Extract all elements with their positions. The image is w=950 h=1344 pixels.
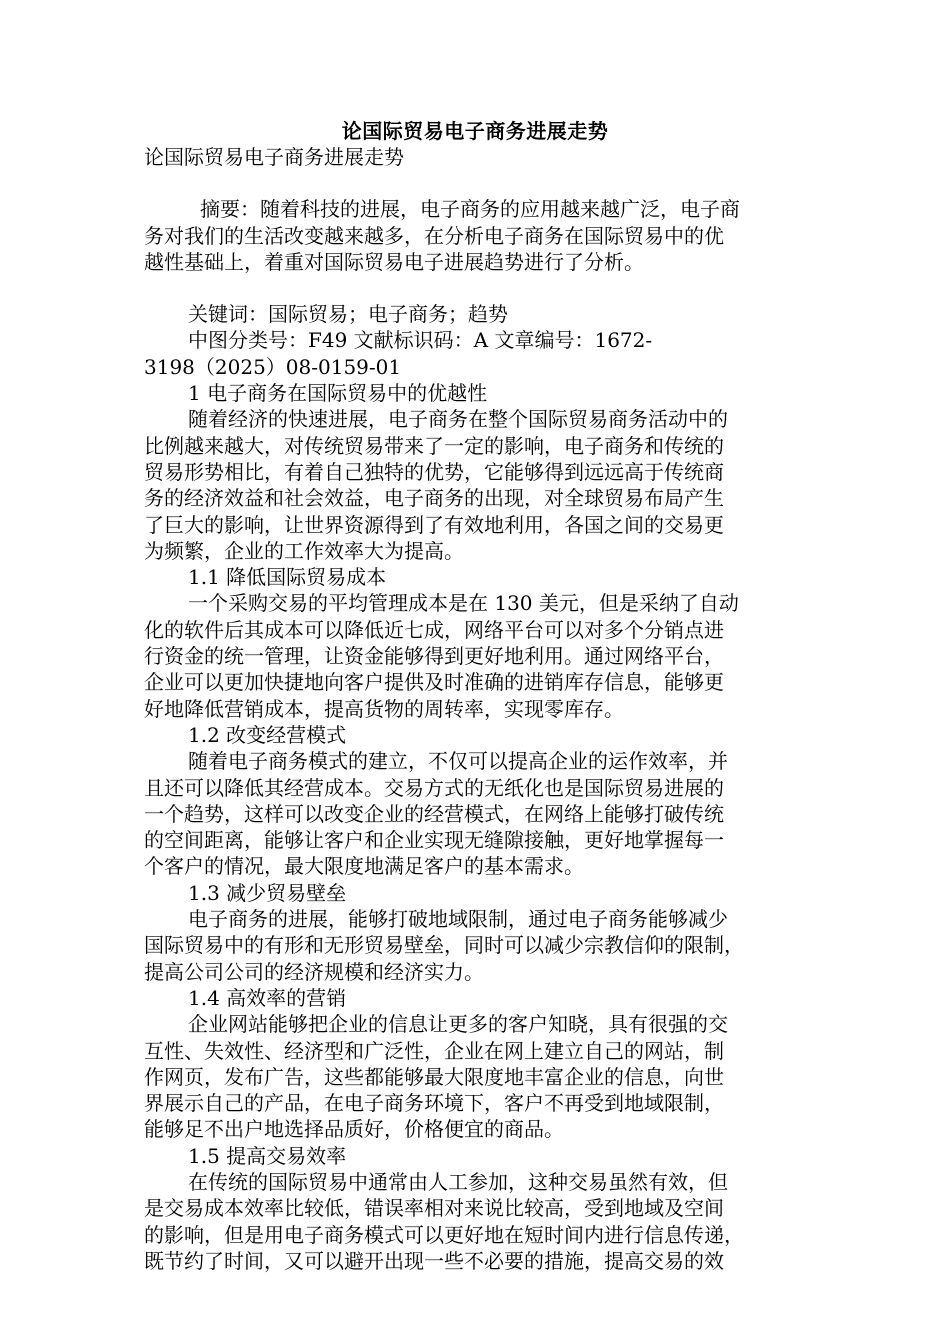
paragraph-line: 随着电子商务模式的建立，不仅可以提高企业的运作效率，并 — [188, 749, 728, 774]
section-heading: 1.5 提高交易效率 — [188, 1143, 347, 1168]
paragraph-line: 作网页，发布广告，这些都能够最大限度地丰富企业的信息，向世 — [144, 1064, 724, 1089]
abstract-line: 摘要：随着科技的进展，电子商务的应用越来越广泛，电子商 — [200, 197, 740, 222]
paragraph-line: 电子商务的进展，能够打破地域限制，通过电子商务能够减少 — [188, 907, 728, 932]
spacer — [144, 275, 806, 301]
paragraph-line: 是交易成本效率比较低，错误率相对来说比较高，受到地域及空间 — [144, 1196, 724, 1221]
paragraph-line: 能够足不出户地选择品质好，价格便宜的商品。 — [144, 1117, 564, 1142]
section-heading: 1.1 降低国际贸易成本 — [188, 565, 387, 590]
sections — [144, 380, 806, 1274]
paragraph-line: 一个趋势，这样可以改变企业的经营模式，在网络上能够打破传统 — [144, 801, 724, 826]
paragraph-line: 且还可以降低其经营成本。交易方式的无纸化也是国际贸易进展的 — [144, 775, 724, 800]
abstract-line: 务对我们的生活改变越来越多，在分析电子商务在国际贸易中的优 — [144, 223, 724, 248]
paragraph-line: 在传统的国际贸易中通常由人工参加，这种交易虽然有效，但 — [188, 1169, 728, 1194]
paragraph-line: 国际贸易中的有形和无形贸易壁垒，同时可以减少宗教信仰的限制， — [144, 933, 744, 958]
paragraph-line: 个客户的情况，最大限度地满足客户的基本需求。 — [144, 854, 584, 879]
paragraph-line: 化的软件后其成本可以降低近七成，网络平台可以对多个分销点进 — [144, 617, 724, 642]
abstract-line: 越性基础上，着重对国际贸易电子进展趋势进行了分析。 — [144, 249, 644, 274]
document-page — [144, 118, 806, 1274]
section-heading: 1 电子商务在国际贸易中的优越性 — [188, 381, 488, 406]
paragraph-line: 为频繁，企业的工作效率大为提高。 — [144, 538, 464, 563]
paragraph-line: 贸易形势相比，有着自己独特的优势，它能够得到远远高于传统商 — [144, 459, 724, 484]
paragraph-line: 企业可以更加快捷地向客户提供及时准确的进销库存信息，能够更 — [144, 670, 724, 695]
document-subtitle: 论国际贸易电子商务进展走势 — [144, 145, 404, 169]
spacer — [144, 170, 806, 196]
paragraph-line: 务的经济效益和社会效益，电子商务的出现，对全球贸易布局产生 — [144, 486, 724, 511]
paragraph-line: 互性、失效性、经济型和广泛性，企业在网上建立自己的网站，制 — [144, 1038, 724, 1063]
paragraph-line: 企业网站能够把企业的信息让更多的客户知晓，具有很强的交 — [188, 1012, 728, 1037]
classification-line: 中图分类号：F49 文献标识码：A 文章编号：1672- — [188, 328, 653, 353]
paragraph-line: 随着经济的快速进展，电子商务在整个国际贸易商务活动中的 — [188, 407, 728, 432]
paragraph-line: 的影响，但是用电子商务模式可以更好地在短时间内进行信息传递， — [144, 1222, 744, 1247]
classification-line: 3198（2025）08-0159-01 — [144, 354, 402, 379]
paragraph-line: 比例越来越大，对传统贸易带来了一定的影响，电子商务和传统的 — [144, 433, 724, 458]
paragraph-line: 一个采购交易的平均管理成本是在 130 美元，但是采纳了自动 — [188, 591, 739, 616]
paragraph-line: 界展示自己的产品，在电子商务环境下，客户不再受到地域限制， — [144, 1091, 724, 1116]
section-heading: 1.3 减少贸易壁垒 — [188, 880, 347, 905]
keywords: 关键词：国际贸易；电子商务；趋势 — [188, 302, 508, 327]
paragraph-line: 好地降低营销成本，提高货物的周转率，实现零库存。 — [144, 696, 624, 721]
section-heading: 1.4 高效率的营销 — [188, 985, 347, 1010]
abstract — [144, 196, 806, 275]
paragraph-line: 既节约了时间，又可以避开出现一些不必要的措施，提高交易的效 — [144, 1248, 724, 1273]
document-title: 论国际贸易电子商务进展走势 — [341, 119, 609, 143]
paragraph-line: 的空间距离，能够让客户和企业实现无缝隙接触，更好地掌握每一 — [144, 828, 724, 853]
paragraph-line: 了巨大的影响，让世界资源得到了有效地利用，各国之间的交易更 — [144, 512, 724, 537]
section-heading: 1.2 改变经营模式 — [188, 722, 347, 747]
paragraph-line: 行资金的统一管理，让资金能够得到更好地利用。通过网络平台， — [144, 644, 724, 669]
paragraph-line: 提高公司公司的经济规模和经济实力。 — [144, 959, 484, 984]
